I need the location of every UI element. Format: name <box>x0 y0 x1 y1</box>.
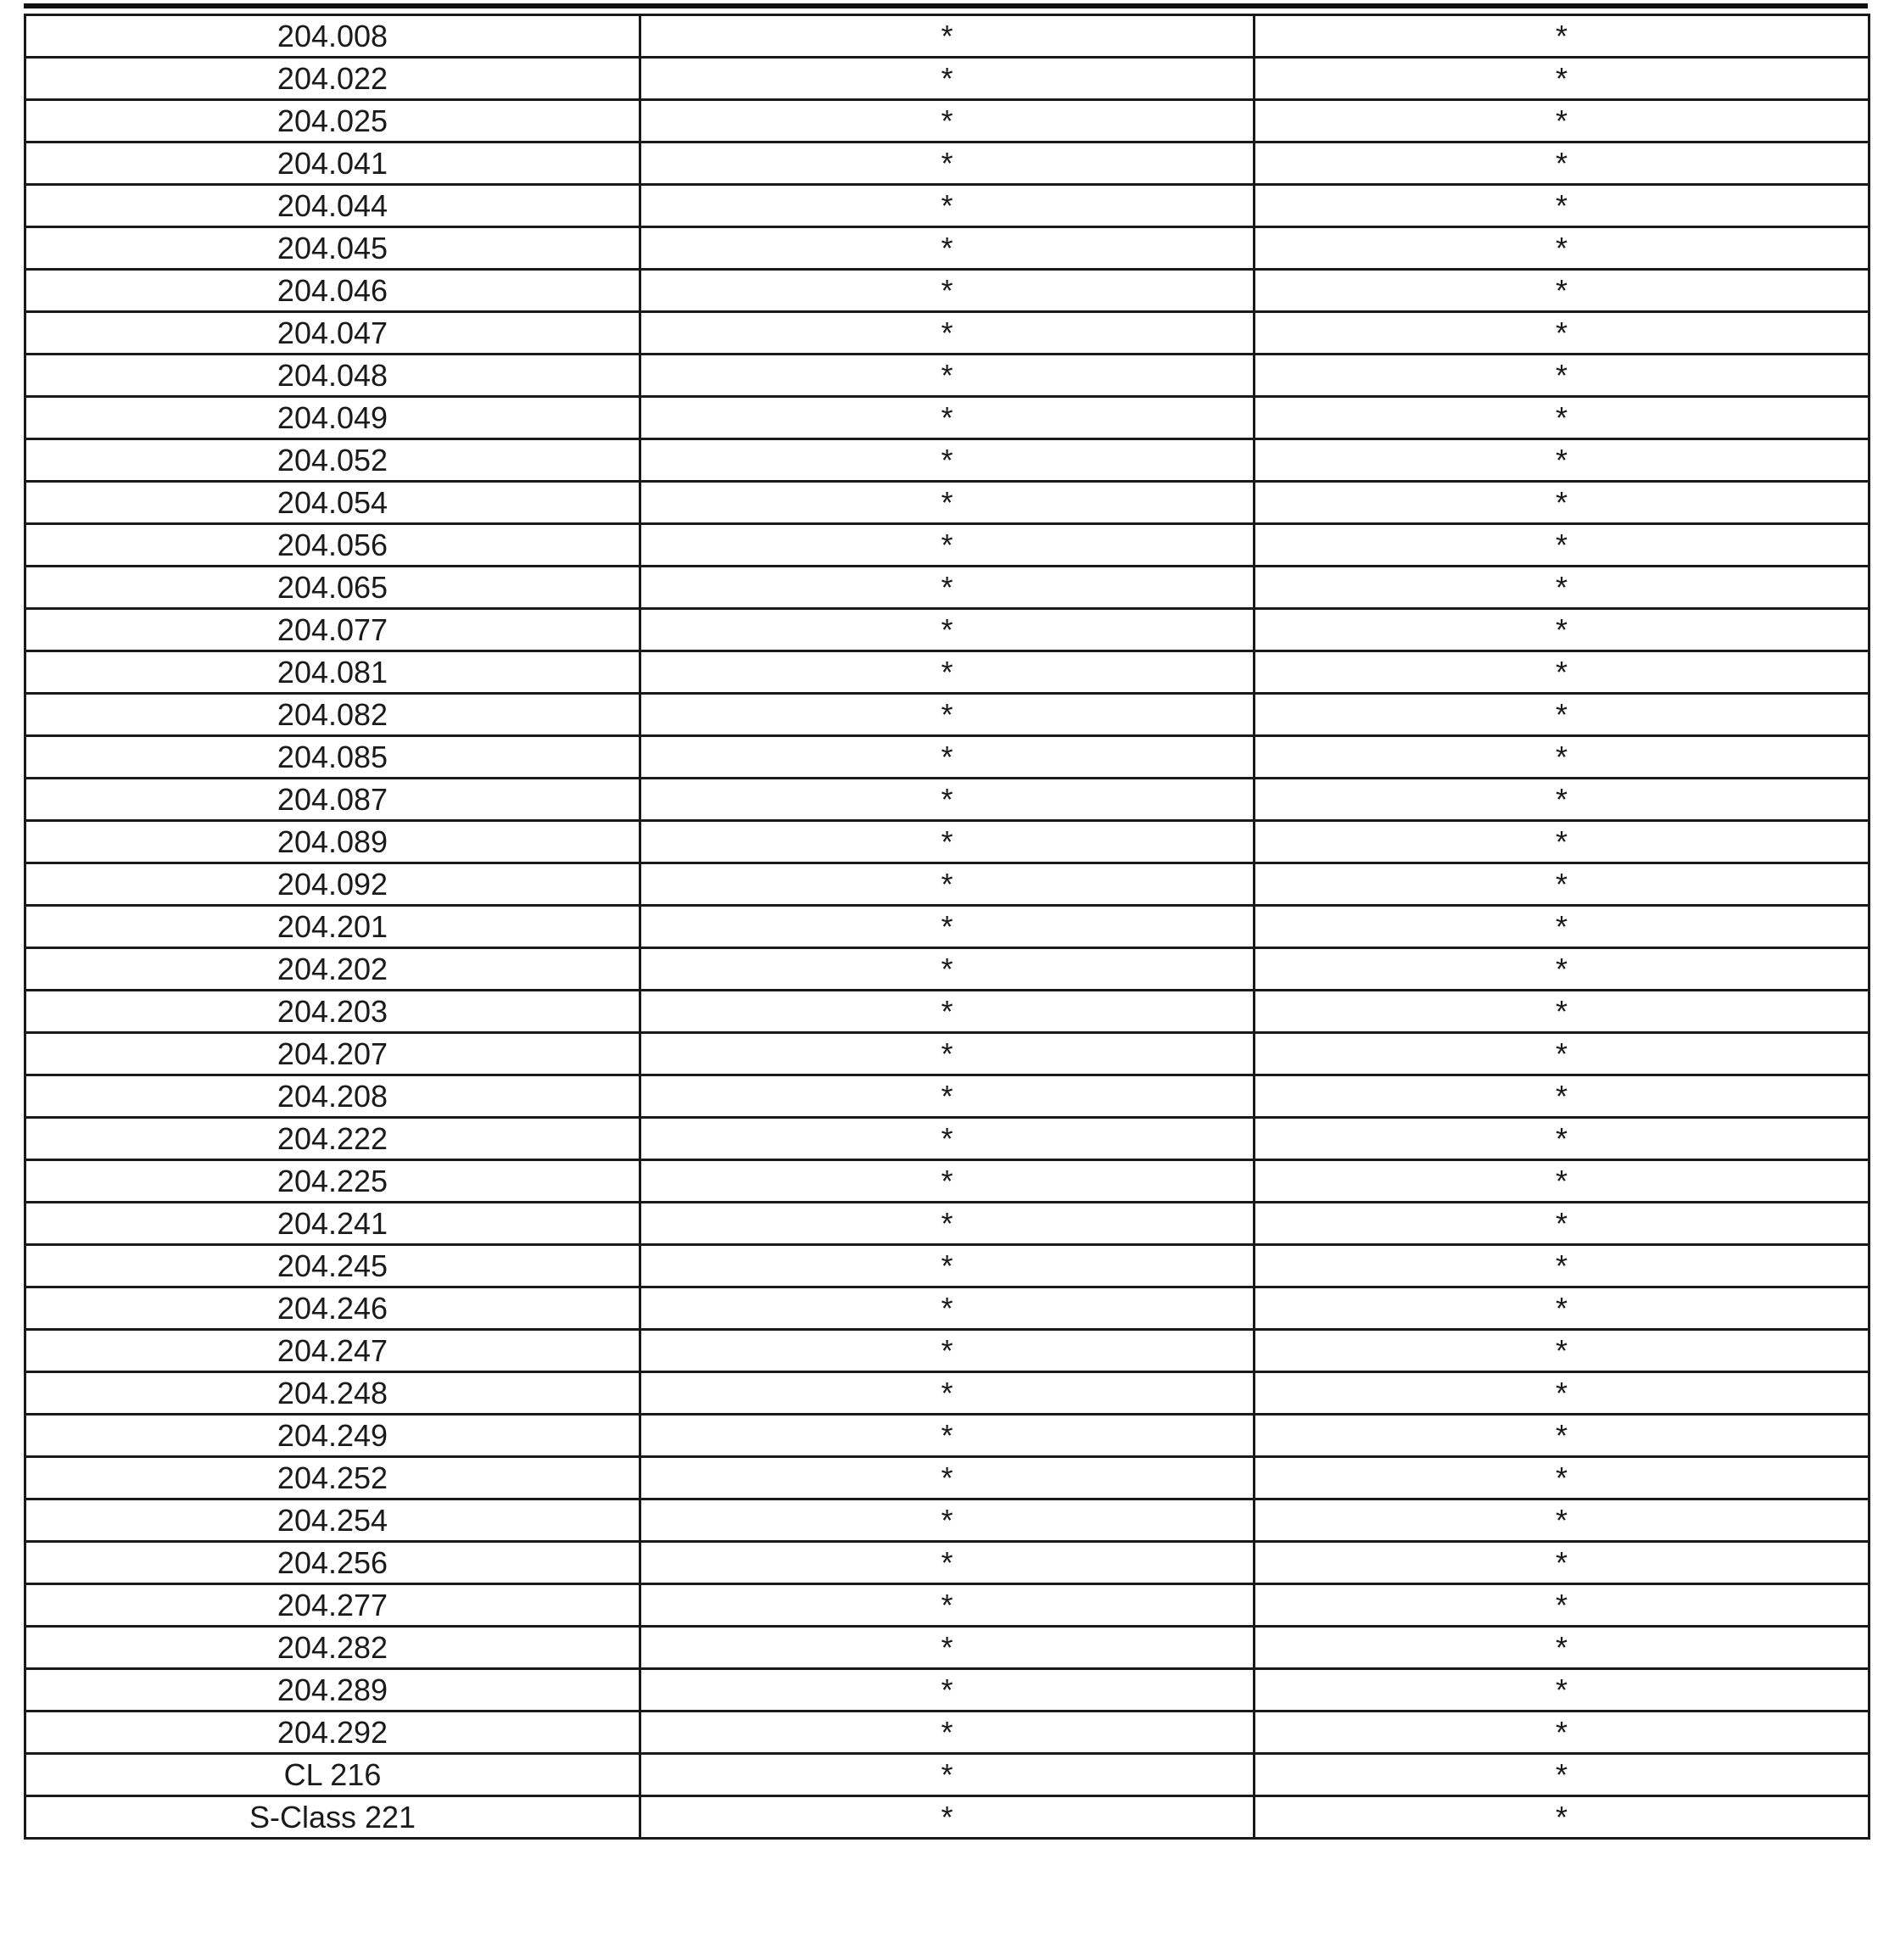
mark-cell: * <box>640 1033 1255 1075</box>
model-cell: 204.241 <box>25 1203 640 1245</box>
table-row <box>25 1287 1869 1330</box>
table-row <box>25 736 1869 779</box>
table-row <box>25 1584 1869 1627</box>
model-cell: 204.201 <box>25 906 640 948</box>
mark-cell: * <box>640 1457 1255 1499</box>
model-cell: 204.054 <box>25 482 640 524</box>
table-row <box>25 1796 1869 1839</box>
mark-cell: * <box>1255 1160 1869 1203</box>
table-row <box>25 948 1869 991</box>
mark-cell: * <box>640 1796 1255 1839</box>
table-row <box>25 609 1869 651</box>
mark-cell: * <box>640 142 1255 185</box>
mark-cell: * <box>1255 1627 1869 1669</box>
model-cell: 204.247 <box>25 1330 640 1372</box>
mark-cell: * <box>640 312 1255 355</box>
mark-cell: * <box>1255 1584 1869 1627</box>
mark-cell: * <box>640 948 1255 991</box>
model-cell: 204.256 <box>25 1542 640 1584</box>
mark-cell: * <box>1255 1118 1869 1160</box>
model-cell: 204.077 <box>25 609 640 651</box>
model-cell: 204.208 <box>25 1075 640 1118</box>
mark-cell: * <box>640 227 1255 270</box>
table-row <box>25 1245 1869 1287</box>
mark-cell: * <box>640 991 1255 1033</box>
mark-cell: * <box>1255 863 1869 906</box>
mark-cell: * <box>1255 821 1869 863</box>
table-row <box>25 1669 1869 1712</box>
mark-cell: * <box>640 439 1255 482</box>
table-body <box>25 15 1869 1839</box>
table-row <box>25 991 1869 1033</box>
model-cell: 204.048 <box>25 355 640 397</box>
model-table <box>24 14 1870 1840</box>
model-cell: 204.254 <box>25 1499 640 1542</box>
table-row <box>25 1457 1869 1499</box>
model-cell: 204.222 <box>25 1118 640 1160</box>
table-row <box>25 1118 1869 1160</box>
mark-cell: * <box>640 651 1255 694</box>
table-row <box>25 1075 1869 1118</box>
model-cell: 204.087 <box>25 779 640 821</box>
model-cell: 204.246 <box>25 1287 640 1330</box>
table-row <box>25 58 1869 100</box>
mark-cell: * <box>640 694 1255 736</box>
mark-cell: * <box>1255 1372 1869 1415</box>
mark-cell: * <box>1255 100 1869 142</box>
mark-cell: * <box>640 1160 1255 1203</box>
table-row <box>25 185 1869 227</box>
mark-cell: * <box>640 821 1255 863</box>
mark-cell: * <box>1255 567 1869 609</box>
model-cell: 204.047 <box>25 312 640 355</box>
mark-cell: * <box>1255 270 1869 312</box>
model-cell: 204.008 <box>25 15 640 58</box>
model-cell: 204.248 <box>25 1372 640 1415</box>
table-row <box>25 651 1869 694</box>
table-row <box>25 1542 1869 1584</box>
table-row <box>25 355 1869 397</box>
table-row <box>25 142 1869 185</box>
mark-cell: * <box>640 355 1255 397</box>
model-cell: 204.203 <box>25 991 640 1033</box>
mark-cell: * <box>1255 185 1869 227</box>
table-row <box>25 227 1869 270</box>
mark-cell: * <box>640 1118 1255 1160</box>
mark-cell: * <box>1255 1075 1869 1118</box>
model-cell: 204.245 <box>25 1245 640 1287</box>
model-cell: 204.056 <box>25 524 640 567</box>
table-row <box>25 779 1869 821</box>
mark-cell: * <box>640 270 1255 312</box>
table-row <box>25 906 1869 948</box>
mark-cell: * <box>640 15 1255 58</box>
mark-cell: * <box>1255 1542 1869 1584</box>
mark-cell: * <box>640 1330 1255 1372</box>
table-row <box>25 1203 1869 1245</box>
mark-cell: * <box>640 58 1255 100</box>
mark-cell: * <box>1255 906 1869 948</box>
mark-cell: * <box>640 1754 1255 1796</box>
top-rule <box>24 3 1868 8</box>
mark-cell: * <box>1255 1754 1869 1796</box>
table-row <box>25 694 1869 736</box>
mark-cell: * <box>1255 1796 1869 1839</box>
mark-cell: * <box>1255 948 1869 991</box>
mark-cell: * <box>1255 694 1869 736</box>
model-cell: 204.289 <box>25 1669 640 1712</box>
model-cell: 204.085 <box>25 736 640 779</box>
model-cell: 204.207 <box>25 1033 640 1075</box>
mark-cell: * <box>1255 1287 1869 1330</box>
model-cell: 204.082 <box>25 694 640 736</box>
table-row <box>25 1033 1869 1075</box>
mark-cell: * <box>640 1712 1255 1754</box>
mark-cell: * <box>1255 15 1869 58</box>
table-row <box>25 482 1869 524</box>
table-row <box>25 1627 1869 1669</box>
model-cell: 204.092 <box>25 863 640 906</box>
model-cell: 204.252 <box>25 1457 640 1499</box>
mark-cell: * <box>1255 736 1869 779</box>
model-cell: 204.045 <box>25 227 640 270</box>
mark-cell: * <box>1255 1203 1869 1245</box>
table-row <box>25 312 1869 355</box>
table-row <box>25 1712 1869 1754</box>
mark-cell: * <box>1255 1415 1869 1457</box>
model-cell: 204.292 <box>25 1712 640 1754</box>
model-cell: 204.046 <box>25 270 640 312</box>
model-cell: S-Class 221 <box>25 1796 640 1839</box>
mark-cell: * <box>1255 312 1869 355</box>
mark-cell: * <box>640 567 1255 609</box>
mark-cell: * <box>640 397 1255 439</box>
mark-cell: * <box>640 1075 1255 1118</box>
mark-cell: * <box>1255 1499 1869 1542</box>
model-cell: 204.041 <box>25 142 640 185</box>
table-row <box>25 1754 1869 1796</box>
model-cell: 204.052 <box>25 439 640 482</box>
mark-cell: * <box>640 609 1255 651</box>
mark-cell: * <box>1255 439 1869 482</box>
mark-cell: * <box>1255 227 1869 270</box>
table-row <box>25 15 1869 58</box>
table-row <box>25 567 1869 609</box>
mark-cell: * <box>640 185 1255 227</box>
mark-cell: * <box>1255 58 1869 100</box>
mark-cell: * <box>640 1669 1255 1712</box>
mark-cell: * <box>640 863 1255 906</box>
mark-cell: * <box>1255 142 1869 185</box>
table-row <box>25 821 1869 863</box>
mark-cell: * <box>1255 355 1869 397</box>
model-cell: 204.249 <box>25 1415 640 1457</box>
table-row <box>25 270 1869 312</box>
mark-cell: * <box>1255 1245 1869 1287</box>
model-cell: 204.025 <box>25 100 640 142</box>
model-cell: 204.049 <box>25 397 640 439</box>
mark-cell: * <box>1255 991 1869 1033</box>
mark-cell: * <box>640 482 1255 524</box>
model-cell: 204.065 <box>25 567 640 609</box>
model-cell: 204.022 <box>25 58 640 100</box>
mark-cell: * <box>1255 1033 1869 1075</box>
model-cell: 204.089 <box>25 821 640 863</box>
table-row <box>25 524 1869 567</box>
model-cell: 204.081 <box>25 651 640 694</box>
mark-cell: * <box>640 1203 1255 1245</box>
mark-cell: * <box>640 779 1255 821</box>
model-cell: 204.044 <box>25 185 640 227</box>
table-row <box>25 863 1869 906</box>
table-row <box>25 439 1869 482</box>
model-cell: 204.225 <box>25 1160 640 1203</box>
mark-cell: * <box>640 100 1255 142</box>
mark-cell: * <box>1255 397 1869 439</box>
mark-cell: * <box>1255 1669 1869 1712</box>
table-row <box>25 1160 1869 1203</box>
mark-cell: * <box>1255 1457 1869 1499</box>
mark-cell: * <box>640 1542 1255 1584</box>
mark-cell: * <box>1255 482 1869 524</box>
table-row <box>25 397 1869 439</box>
table-row <box>25 1499 1869 1542</box>
table-row <box>25 100 1869 142</box>
mark-cell: * <box>640 1499 1255 1542</box>
mark-cell: * <box>640 1627 1255 1669</box>
model-cell: 204.282 <box>25 1627 640 1669</box>
mark-cell: * <box>640 736 1255 779</box>
mark-cell: * <box>640 524 1255 567</box>
mark-cell: * <box>1255 779 1869 821</box>
mark-cell: * <box>640 1245 1255 1287</box>
table-row <box>25 1415 1869 1457</box>
model-cell: 204.277 <box>25 1584 640 1627</box>
mark-cell: * <box>640 1584 1255 1627</box>
table-row <box>25 1372 1869 1415</box>
mark-cell: * <box>1255 651 1869 694</box>
mark-cell: * <box>640 1415 1255 1457</box>
model-cell: 204.202 <box>25 948 640 991</box>
mark-cell: * <box>640 906 1255 948</box>
mark-cell: * <box>1255 609 1869 651</box>
table-row <box>25 1330 1869 1372</box>
mark-cell: * <box>1255 1712 1869 1754</box>
mark-cell: * <box>1255 524 1869 567</box>
mark-cell: * <box>640 1372 1255 1415</box>
model-cell: CL 216 <box>25 1754 640 1796</box>
mark-cell: * <box>640 1287 1255 1330</box>
mark-cell: * <box>1255 1330 1869 1372</box>
